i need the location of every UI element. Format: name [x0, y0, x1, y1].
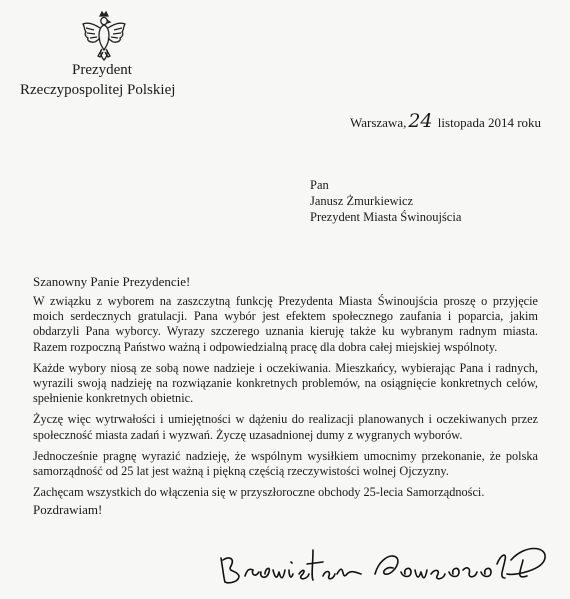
paragraph: Jednocześnie pragnę wyrazić nadzieję, że wspólnym wysiłkiem umocnimy przekonanie, że polska samorządność od 25 lat jest ważną i piękną częścią rzeczywistości wolnej Ojczyzny. — [33, 448, 538, 479]
paragraph: Zachęcam wszystkich do włączenia się w przyszłoroczne obchody 25-lecia Samorządności. — [33, 485, 485, 500]
addressee-line-2: Janusz Żmurkiewicz — [310, 194, 414, 208]
white-eagle-emblem-icon — [80, 10, 128, 62]
letter-body — [33, 294, 538, 506]
closing: Pozdrawiam! — [33, 502, 103, 517]
letterhead-line-2: Rzeczypospolitej Polskiej — [20, 82, 176, 98]
paragraph: Każde wybory niosą ze sobą nowe nadzieje i oczekiwania. Mieszkańcy, wybierając Pana i radnych, wyrazili swoją nadzieję na rozwiązanie konkretnych problemów, na osiągnięcie konkretnych celów, spełnienie konkretnych obietnic. — [33, 360, 538, 406]
handwritten-signature-icon — [215, 530, 555, 595]
letterhead-line-1: Prezydent — [72, 62, 132, 78]
addressee-line-1: Pan — [310, 178, 329, 192]
addressee-line-3: Prezydent Miasta Świnoujścia — [310, 210, 462, 224]
dateline-city: Warszawa, — [350, 115, 407, 130]
letterhead — [20, 60, 175, 100]
addressee-block — [310, 177, 461, 225]
paragraph: Życzę więc wytrwałości i umiejętności w dążeniu do realizacji planowanych i oczekiwanych przez społeczność miasta zadań i wyzwań. Życzę uzasadnionej dumy z wygranych wyborów. — [33, 412, 538, 442]
dateline-day: 24 — [408, 110, 433, 132]
dateline-rest: listopada 2014 roku — [437, 115, 542, 130]
paragraph: W związku z wyborem na zaszczytną funkcję Prezydenta Miasta Świnoujścia proszę o przyjęcie moich serdecznych gratulacji. Pana wybór jest efektem społecznego zaufania i poparcia, jakim obdarzyli Pana wyborcy. Wyrazy szczerego uznania kieruję także ku wybranym radnym miasta. Razem rozpoczną Państwo ważną i odpowiedzialną pracę dla dobra całej miejskiej wspólnoty. — [33, 294, 538, 354]
dateline — [350, 110, 541, 132]
greeting: Szanowny Panie Prezydencie! — [33, 274, 191, 289]
